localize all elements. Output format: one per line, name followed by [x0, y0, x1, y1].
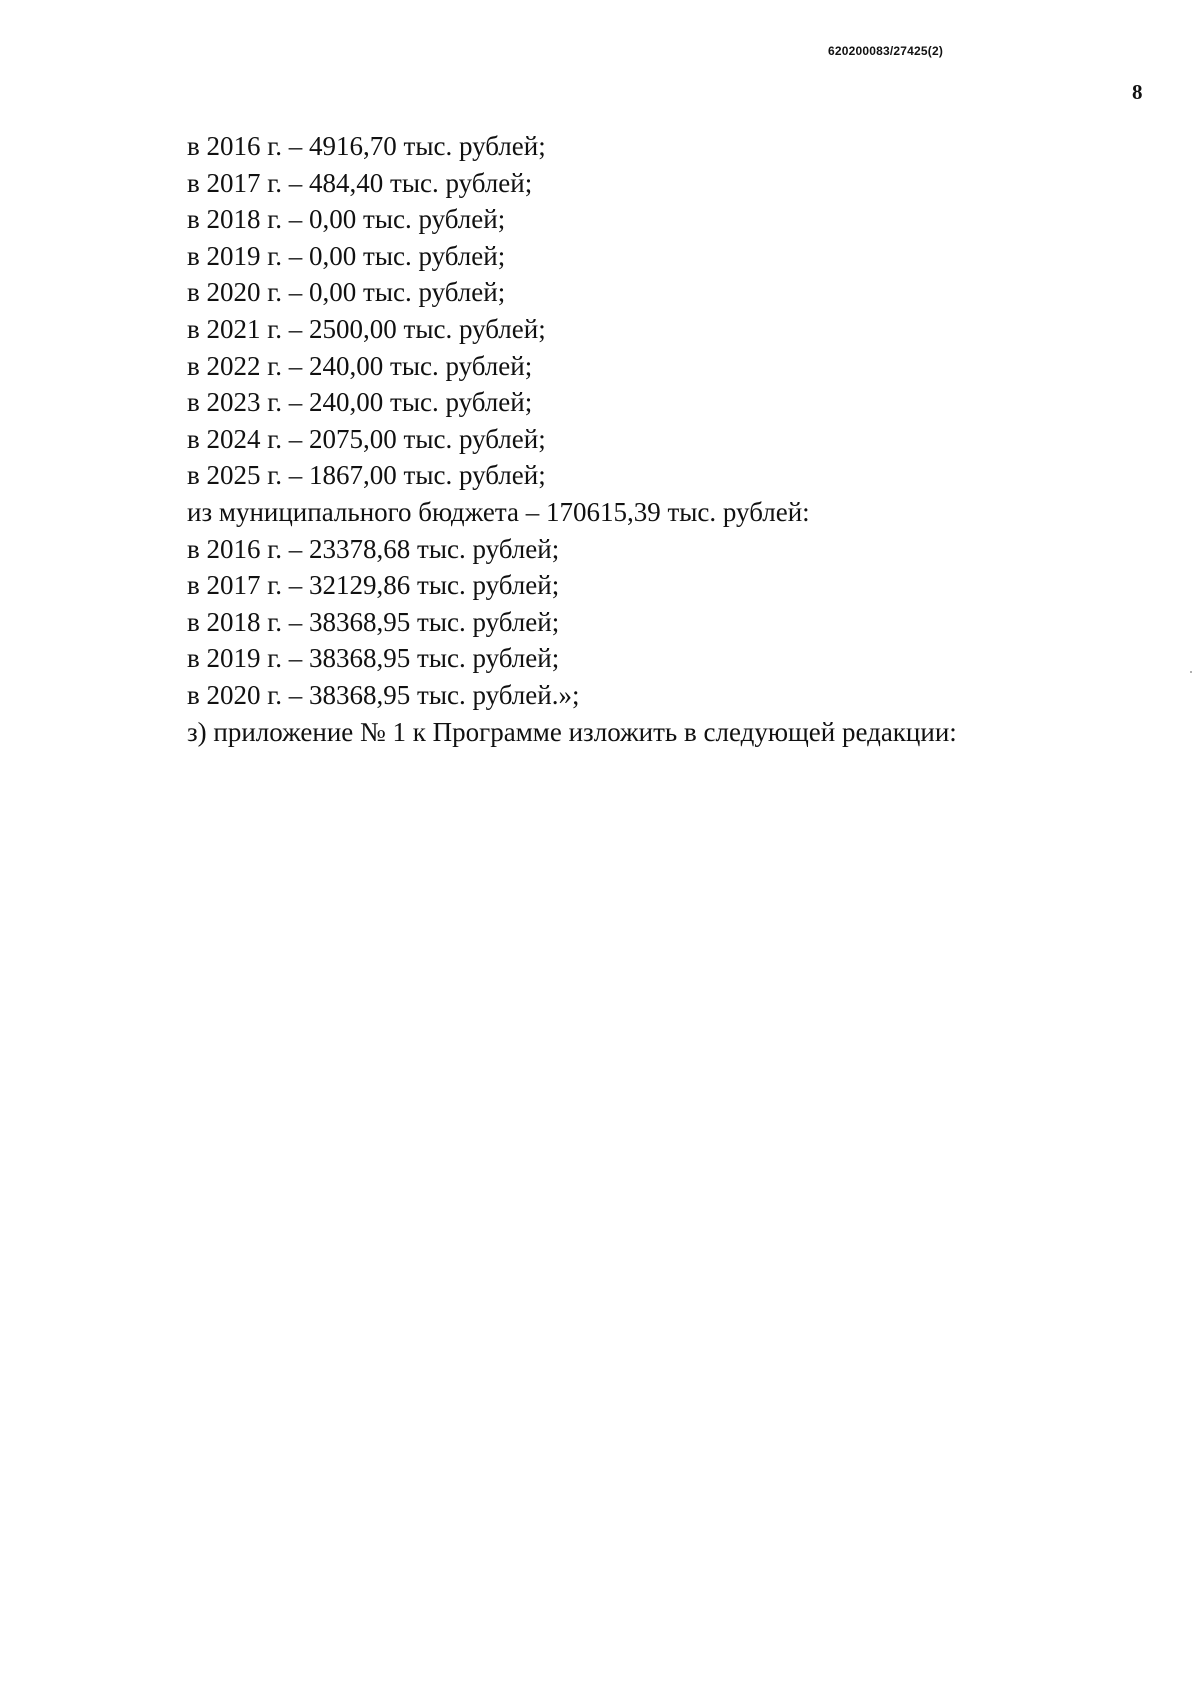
text-line: в 2019 г. – 38368,95 тыс. рублей; [187, 643, 560, 674]
page-number: 8 [1132, 80, 1143, 104]
text-line: в 2017 г. – 32129,86 тыс. рублей; [187, 570, 560, 601]
text-line: з) приложение № 1 к Программе изложить в следующей редакции: [187, 716, 957, 747]
text-line: в 2020 г. – 38368,95 тыс. рублей.»; [187, 679, 580, 710]
text-line: в 2017 г. – 484,40 тыс. рублей; [187, 167, 533, 198]
text-line: в 2018 г. – 0,00 тыс. рублей; [187, 204, 506, 235]
document-id: 620200083/27425(2) [828, 44, 944, 58]
document-body [187, 128, 1127, 750]
text-line: в 2024 г. – 2075,00 тыс. рублей; [187, 423, 546, 454]
text-line: в 2021 г. – 2500,00 тыс. рублей; [187, 313, 546, 344]
text-line: в 2023 г. – 240,00 тыс. рублей; [187, 387, 533, 418]
text-line: в 2018 г. – 38368,95 тыс. рублей; [187, 606, 560, 637]
text-line: в 2019 г. – 0,00 тыс. рублей; [187, 240, 506, 271]
text-line: в 2020 г. – 0,00 тыс. рублей; [187, 277, 506, 308]
section-heading-line: из муниципального бюджета – 170615,39 тыс. рублей: [187, 496, 810, 527]
scan-artifact [1190, 671, 1192, 673]
text-line: в 2016 г. – 4916,70 тыс. рублей; [187, 131, 546, 161]
text-line: в 2016 г. – 23378,68 тыс. рублей; [187, 533, 560, 564]
text-line: в 2025 г. – 1867,00 тыс. рублей; [187, 460, 546, 491]
text-line: в 2022 г. – 240,00 тыс. рублей; [187, 350, 533, 381]
